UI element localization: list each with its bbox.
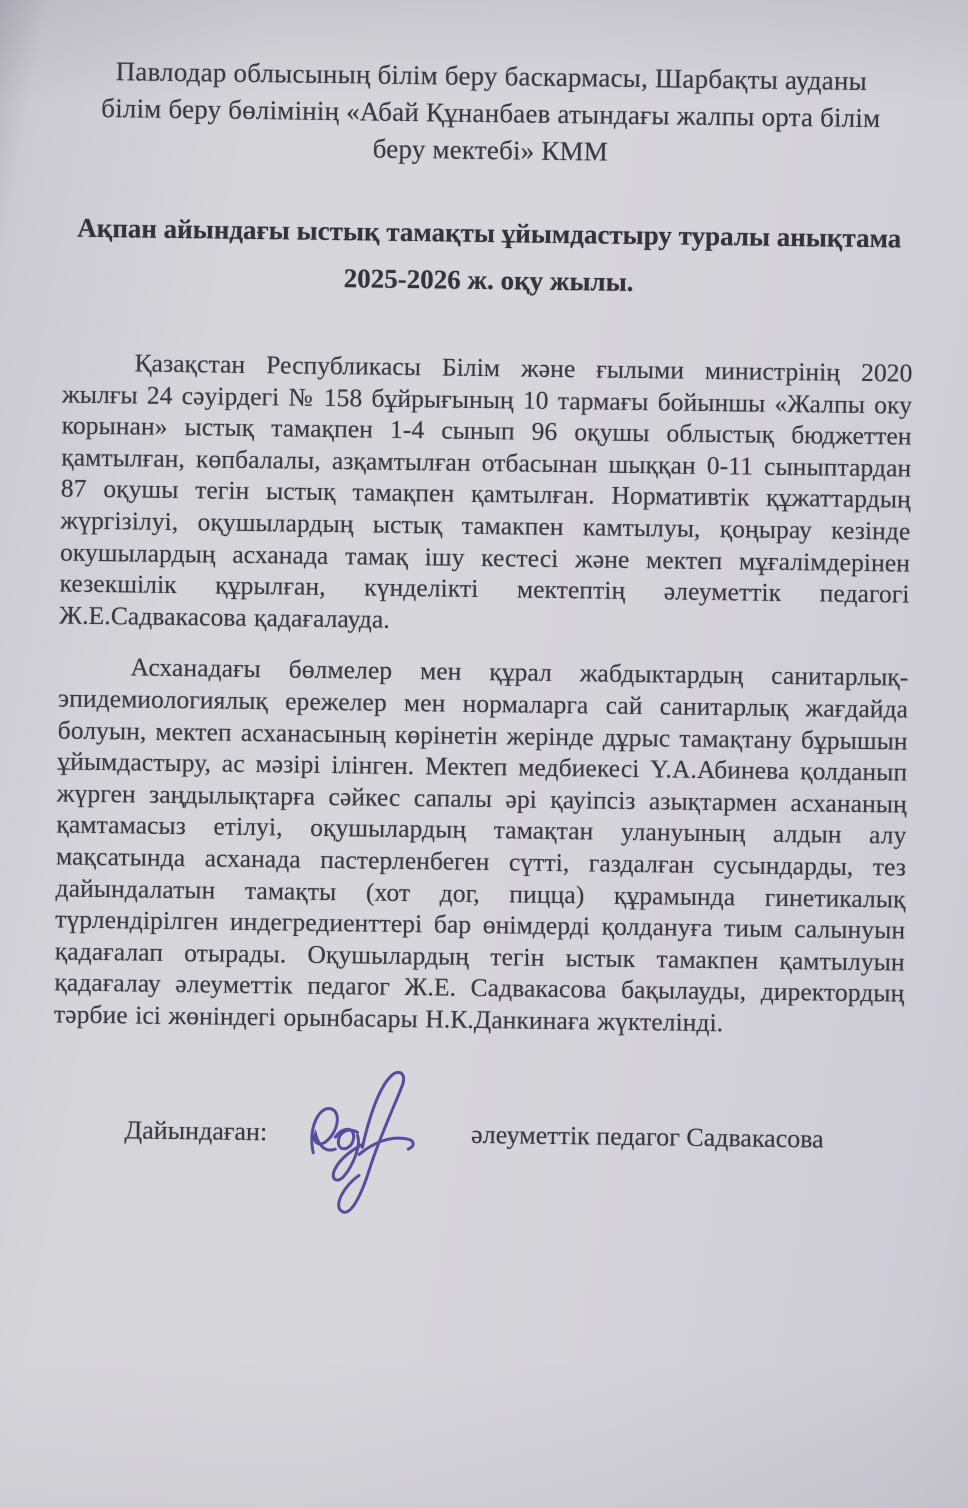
signature-row [124, 1103, 903, 1169]
signer-title-name: әлеуметтік педагог Садвакасова [470, 1120, 824, 1154]
document-body [54, 346, 913, 1041]
document-title: Ақпан айындағы ыстық тамақты ұйымдастыру туралы анықтама [77, 212, 902, 254]
school-year-subtitle: 2025-2026 ж. оқу жылы. [343, 263, 634, 297]
signature-ink-icon [298, 1057, 450, 1229]
handwritten-signature [299, 1105, 450, 1163]
paragraph-meal-coverage: Қазақстан Республикасы Білім және ғылыми министрінің 2020 жылғы 24 сәуірдегі № 158 бұйрығының 10 тармағы бойыншы «Жалпы оку корынан» ыстық тамақпен 1-4 сынып 96 оқушы облыстық бюджеттен қамтылған, көпбалалы, азқамтылған отбасынан шыққан 0-11 сыныптардан 87 оқушы тегін ыстық тамақпен қамтылған. Нормативтік құжаттардың жүргізілуі, оқушылардың ыстық тамакпен камтылуы, қоңырау кезінде окушылардың асханада тамақ ішу кестесі және мектеп мұғалімдерінен кезекшілік құрылған, күнделікті мектептің әлеуметтік педагогі Ж.Е.Садвакасова қадағалауда. [59, 348, 913, 634]
organization-header: Павлодар облысының білім беру баскармасы, Шарбақты ауданы білім беру бөлімінің «Абай Құнанбаев атындағы жалпы орта білім беру мектебі» КММ [101, 56, 881, 167]
prepared-by-label: Дайындаған: [124, 1115, 268, 1147]
paragraph-canteen-sanitary: Асханадағы бөлмелер мен құрал жабдыктардың санитарлық-эпидемиологиялық ережелер мен нормаларга сай санитарлық жағдайда болуын, мектеп асханасының көрінетін жерінде дұрыс тамақтану бұрышын ұйымдастыру, ас мәзірі ілінген. Мектеп медбиекесі Y.А.Абинева қолданып жүрген заңдылықтарға сәйкес сапалы әрі қауіпсіз азықтармен асхананың қамтамасыз етілуі, оқушылардың тамақтан улануының алдын алу мақсатында асханада пастерленбеген сүтті, газдалған сусындарды, тез дайындалатын тамақты (хот дог, пицца) құрамында гинетикалық түрлендірілген индегредиенттері бар өнімдерді қолдануға тиым салынуын қадағалап отырады. Оқушылардың тегін ыстык тамакпен қамтылуын қадағалау әлеуметтік педагог Ж.Е. Садвакасова бақылауды, директордың тәрбие ісі жөніндегі орынбасары Н.К.Данкинаға жүктелінді. [53, 652, 909, 1038]
